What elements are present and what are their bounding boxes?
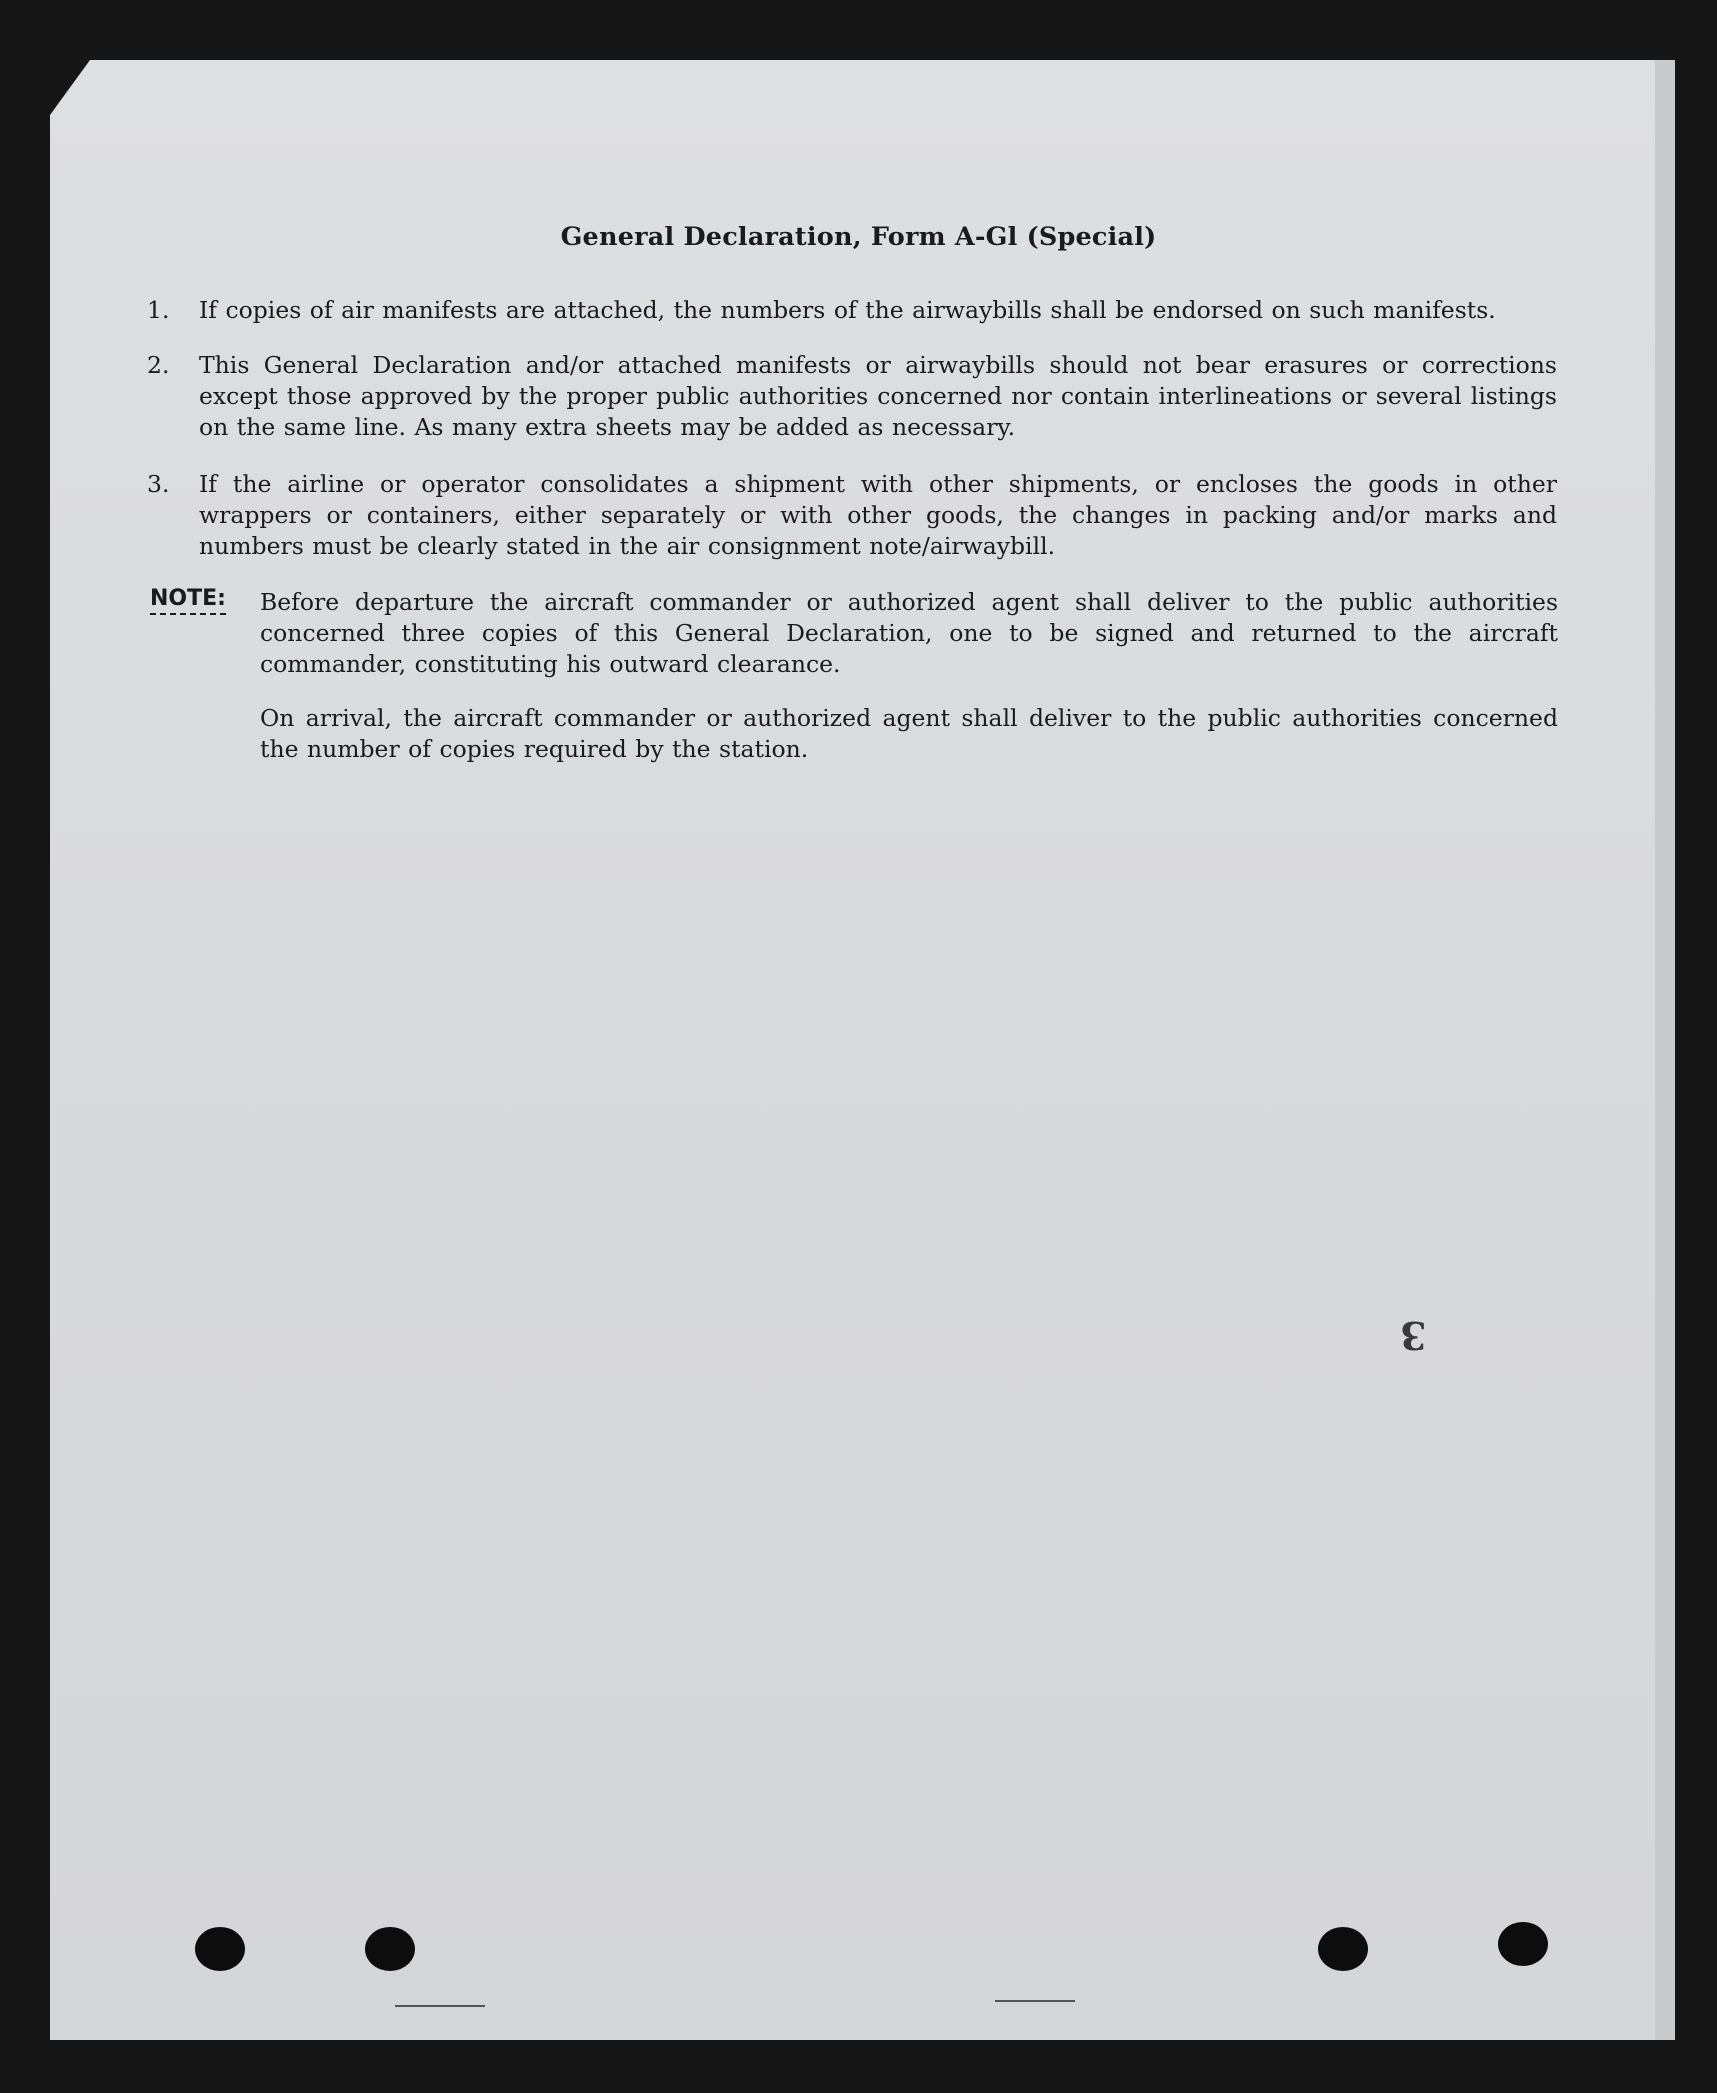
punch-hole: [1498, 1922, 1548, 1966]
list-item-text: If copies of air manifests are attached, the numbers of the airwaybills shall be endorsed on such manifests.: [199, 296, 1496, 324]
list-item-number: 2.: [147, 351, 170, 379]
punch-hole: [365, 1927, 415, 1971]
note-paragraph-2: On arrival, the aircraft commander or authorized agent shall deliver to the public authorities concerned the number of copies required by the station.: [260, 704, 1558, 763]
note-label: NOTE:: [150, 585, 226, 615]
scan-mark: [395, 2005, 485, 2007]
document-title: General Declaration, Form A-Gl (Special): [560, 222, 1157, 252]
scan-mark: [995, 2000, 1075, 2002]
punch-hole: [1318, 1927, 1368, 1971]
list-item-number: 3.: [147, 470, 170, 498]
page-mark: 3: [1400, 1313, 1427, 1358]
list-item-text: If the airline or operator consolidates a shipment with other shipments, or encloses the goods in other wrappers or containers, either separately or with other goods, the changes in packing and/or marks and numbers must be clearly stated in the air consignment note/airwaybill.: [199, 470, 1557, 560]
note-paragraph-1: Before departure the aircraft commander or authorized agent shall deliver to the public authorities concerned three copies of this General Declaration, one to be signed and returned to the aircraft commander, constituting his outward clearance.: [260, 588, 1558, 678]
list-item-text: This General Declaration and/or attached manifests or airwaybills should not bear erasures or corrections except those approved by the proper public authorities concerned nor contain interlineations or several listings on the same line. As many extra sheets may be added as necessary.: [199, 351, 1557, 441]
list-item-number: 1.: [147, 296, 170, 324]
punch-hole: [195, 1927, 245, 1971]
